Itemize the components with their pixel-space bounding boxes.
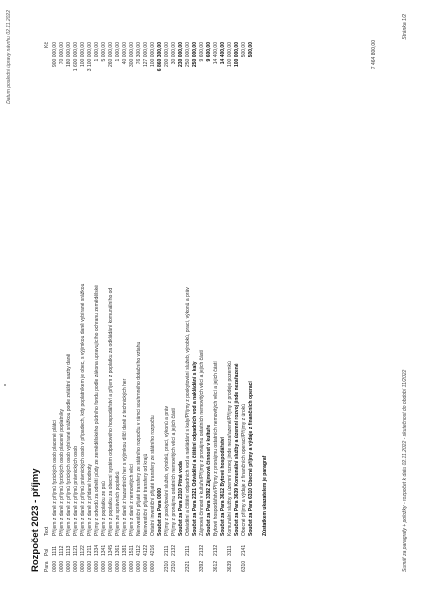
cell-amount: 14 400,00 xyxy=(213,42,219,65)
cell-text: Součet za Para 6310 Obecné příjmy a výdaje z finančních operací xyxy=(248,381,254,536)
grand-total: 7 464 800,00 xyxy=(371,40,377,70)
cell-text: Příjem z poplatku ze psů xyxy=(101,481,107,536)
cell-pol: 4216 xyxy=(150,544,156,556)
cell-pol: 2132 xyxy=(199,544,205,556)
cell-amount: 30 000,00 xyxy=(171,42,177,65)
cell-para: 0000 xyxy=(129,560,135,572)
cell-text: Zájmová činnost v kultuře/Příjmy z pronájmu ostatních nemovitých věcí a jejich částí xyxy=(199,349,205,536)
col-para-header: Para xyxy=(44,561,50,572)
subtotal-row xyxy=(178,42,185,572)
cell-text: Příjem ze správních poplatků xyxy=(115,471,121,536)
cell-amount: 14 400,00 xyxy=(220,42,226,65)
cell-text: Příjem z daně z příjmů právnických osob xyxy=(73,445,79,536)
cell-text: Příjem z daně z příjmů fyzických osob vybírané srážkou podle zvláštní sazby daně xyxy=(66,353,72,536)
cell-amount: 1 000,00 xyxy=(115,42,121,62)
cell-amount: 250 000,00 xyxy=(192,42,198,68)
cell-pol: 2132 xyxy=(213,544,219,556)
cell-pol: 1511 xyxy=(129,545,135,556)
cell-para: 0000 xyxy=(52,560,58,572)
cell-para: 2310 xyxy=(164,560,170,572)
cell-para: 0000 xyxy=(73,560,79,572)
cell-amount: 9 600,00 xyxy=(199,42,205,62)
cell-amount: 127 000,00 xyxy=(143,42,149,68)
cell-para: 0000 xyxy=(143,560,149,572)
cell-amount: 900 000,00 xyxy=(52,42,58,68)
cell-pol: 1361 xyxy=(115,544,121,556)
table-row xyxy=(101,42,108,572)
table-row xyxy=(136,42,143,572)
table-row xyxy=(80,42,87,572)
cell-amount: 5 000,00 xyxy=(101,42,107,62)
cell-para: 3612 xyxy=(213,560,219,572)
cell-amount: 100 000,00 xyxy=(80,42,86,68)
subtotal-row xyxy=(220,42,227,572)
cell-amount: 9 600,00 xyxy=(206,42,212,62)
cell-pol: 2111 xyxy=(164,545,170,556)
cell-pol: 3111 xyxy=(227,545,233,556)
cell-pol: 2132 xyxy=(171,544,177,556)
cell-para: 0000 xyxy=(87,560,93,572)
table-row xyxy=(108,42,115,572)
table-row xyxy=(94,42,101,572)
cell-text: Příjmy z odvodů za odnětí půdy ze zemědělského půdního fondu podle zákona upravujícího ochranu zemědělské xyxy=(94,285,100,536)
page-title: Rozpočet 2023 - příjmy xyxy=(30,468,41,572)
subtotal-row xyxy=(157,42,164,572)
revision-date: Datum posledni úpravy návrhu 02.11.2022 xyxy=(6,10,12,104)
subtotal-row xyxy=(248,42,255,572)
cell-text: Příjem z poplatku za obecní systém odpadového hospodářství a příjem z poplatku za odkládání komunálního od xyxy=(108,287,114,536)
cell-text: Neinvestiční přijaté transfery od krajů xyxy=(143,453,149,536)
cell-text: Obecné příjmy a výdaje z finančních operací/Příjmy z úroků xyxy=(241,403,247,536)
table-row xyxy=(227,42,234,572)
cell-amount: 3 100 000,00 xyxy=(87,42,93,72)
cell-pol: 2141 xyxy=(241,544,247,556)
cell-pol: 1381 xyxy=(122,544,128,556)
cell-para: 0000 xyxy=(115,560,121,572)
cell-text: Příjem z daně z hazardních her s výjimkou dílčí daně z technických her xyxy=(122,378,128,536)
cell-text: Příjmy z pronájmu ostatních nemovitých věcí a jejich částí xyxy=(171,407,177,536)
cell-pol: 1345 xyxy=(108,544,114,556)
table-row xyxy=(171,42,178,572)
cell-amount: 1 000,00 xyxy=(94,42,100,62)
table-row xyxy=(115,42,122,572)
cell-text: Příjem z daně z přidané hodnoty xyxy=(87,464,93,536)
table-row xyxy=(122,42,129,572)
cell-text: Součet za Para 3392 Zájmová činnost v kultuře xyxy=(206,424,212,536)
subtotal-row xyxy=(234,42,241,572)
cell-amount: 1 600 000,00 xyxy=(73,42,79,72)
subtotal-row xyxy=(192,42,199,572)
cell-pol: 1121 xyxy=(73,545,79,556)
cell-amount: 250 000,00 xyxy=(185,42,191,68)
cell-amount: 300 000,00 xyxy=(129,42,135,68)
cell-amount: 500,00 xyxy=(241,42,247,58)
cell-amount: 76 300,00 xyxy=(136,42,142,65)
cell-pol: 1122 xyxy=(80,545,86,556)
cell-pol: 1112 xyxy=(59,545,65,556)
cell-text: Součet za Para 2321 Odvádění a čištění odpadních vod a nakládání s kaly xyxy=(192,361,198,536)
cell-text: Odvádění a čištění odpadních vod a nakládání s kaly/Příjmy z poskytování služeb, výrobků, prací, výkonů a práv xyxy=(185,287,191,536)
page-number: Stránka 1/2 xyxy=(402,14,408,40)
cell-para: 0000 xyxy=(59,560,65,572)
cell-text: Zůstatkem ukazatelem je paragraf xyxy=(262,455,268,536)
col-text-header: Text xyxy=(44,526,50,536)
table-row xyxy=(150,42,157,572)
cell-text: Součet za Para 3639 Komunální služby a územní rozvoj jinde nezařazené xyxy=(234,363,240,536)
table-row xyxy=(73,42,80,572)
cell-pol: 1341 xyxy=(101,544,107,556)
cell-pol: 4112 xyxy=(136,545,142,556)
table-row xyxy=(213,42,220,572)
cell-amount: 230 000,00 xyxy=(178,42,184,68)
table-row xyxy=(143,42,150,572)
column-header-row xyxy=(44,42,51,572)
cell-pol: 1334 xyxy=(94,544,100,556)
cell-amount: 6 860 300,00 xyxy=(157,42,163,72)
cell-para: 2310 xyxy=(171,560,177,572)
cell-para: 0000 xyxy=(122,560,128,572)
table-row xyxy=(59,42,66,572)
col-amount-header: Kč xyxy=(44,42,50,48)
table-row xyxy=(241,42,248,572)
cell-amount: 70 000,00 xyxy=(59,42,65,65)
cell-amount: 100 000,00 xyxy=(150,42,156,68)
cell-para: 0000 xyxy=(80,560,86,572)
table-row xyxy=(199,42,206,572)
cell-para: 0000 xyxy=(94,560,100,572)
cell-amount: 200 000,00 xyxy=(164,42,170,68)
footer-summary: Sumář za paragrafy + položky - rozpočet k datu 02.11.2022 - skutečnost do období 11/2022 xyxy=(402,369,408,572)
cell-amount: 500,00 xyxy=(248,42,254,58)
cell-para: 0000 xyxy=(101,560,107,572)
cell-para: 0000 xyxy=(108,560,114,572)
cell-text: Bytové hospodářství/Příjmy z pronájmu ostatních nemovitých věcí a jejich částí xyxy=(213,361,219,536)
cell-text: Komunální služby a územní rozvoj jinde nezařazené/Příjmy z prodeje pozemků xyxy=(227,361,233,536)
cell-pol: 1211 xyxy=(87,545,93,556)
col-pol-header: Pol xyxy=(44,548,50,556)
cell-amount: 180 000,00 xyxy=(66,42,72,68)
cell-amount: 40 000,00 xyxy=(122,42,128,65)
cell-text: Součet za Para 3612 Bytové hospodářství xyxy=(220,437,226,536)
cell-para: 2321 xyxy=(185,560,191,572)
cell-text: Neinvestiční přijaté transfery ze státního rozpočtu v rámci souhrnného dotačního vztahu xyxy=(136,341,142,536)
cell-pol: 2111 xyxy=(185,545,191,556)
cell-pol: 1111 xyxy=(52,545,58,556)
table-row xyxy=(164,42,171,572)
cell-pol: 1113 xyxy=(66,545,72,556)
cell-text: Součet za Para 0000 xyxy=(157,487,163,536)
cell-text: Příjem z daně z příjmů právnických osob v případech, kdy poplatníkem je obec, s výjimkou daně vybírané srážkou xyxy=(80,283,86,536)
cell-amount: 100 000,00 xyxy=(234,42,240,68)
note-row xyxy=(262,42,269,572)
cell-text: Součet za Para 2310 Pitná voda xyxy=(178,461,184,536)
scan-speck xyxy=(4,384,6,386)
table-row xyxy=(185,42,192,572)
table-row xyxy=(255,42,262,572)
cell-text: Příjem z daně z příjmů fyzických osob placené poplatníky xyxy=(59,408,65,536)
table-row xyxy=(52,42,59,572)
table-row xyxy=(87,42,94,572)
budget-table xyxy=(52,42,269,572)
cell-para: 3392 xyxy=(199,560,205,572)
cell-text: Ostatní investiční přijaté transfery ze státního rozpočtu xyxy=(150,415,156,536)
cell-amount: 100 000,00 xyxy=(227,42,233,68)
cell-text: Příjem z daně z nemovitých věcí xyxy=(129,464,135,536)
cell-text: Příjem z daně z příjmů fyzických osob placené plátci xyxy=(52,420,58,536)
cell-para: 3639 xyxy=(227,560,233,572)
table-row xyxy=(129,42,136,572)
cell-para: 0000 xyxy=(136,560,142,572)
cell-pol: 4122 xyxy=(143,544,149,556)
cell-amount: 260 000,00 xyxy=(108,42,114,68)
cell-para: 0000 xyxy=(66,560,72,572)
cell-text: Příjmy z poskytování služeb, výrobků, prací, výkonů a práv xyxy=(164,405,170,536)
cell-para: 0000 xyxy=(150,560,156,572)
table-row xyxy=(66,42,73,572)
cell-para: 6310 xyxy=(241,560,247,572)
subtotal-row xyxy=(206,42,213,572)
